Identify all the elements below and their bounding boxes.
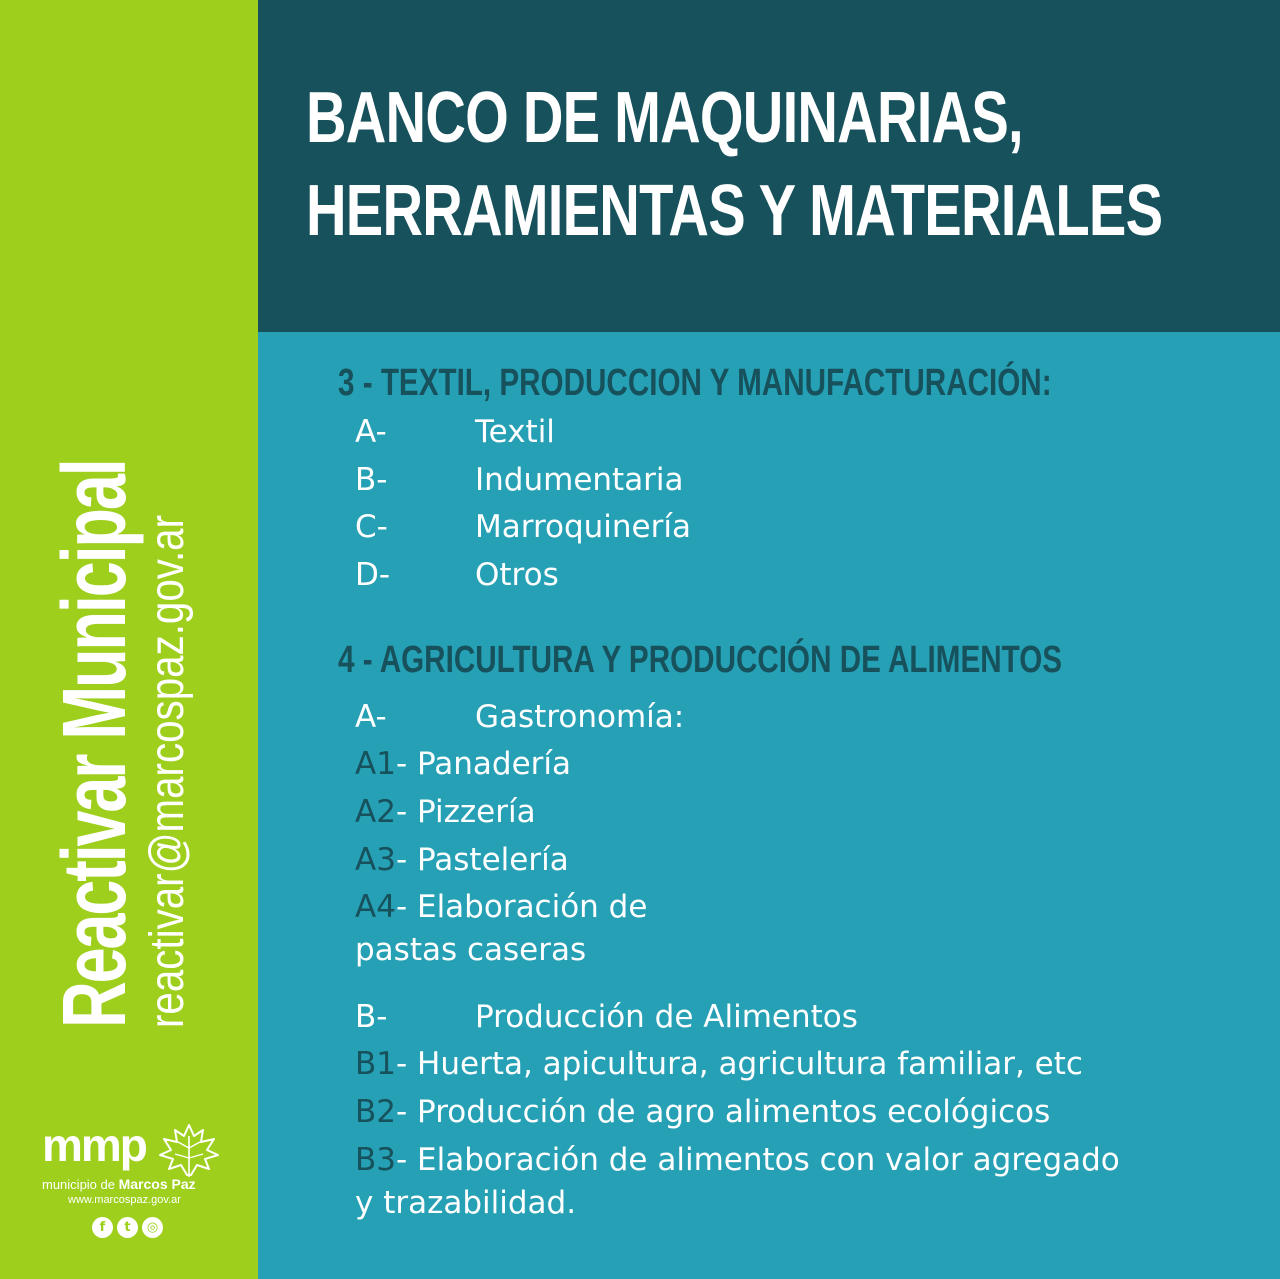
logo-mark: mmp	[42, 1119, 146, 1171]
list-item	[355, 699, 685, 735]
sub-item-code: B1	[355, 1046, 396, 1082]
header-banner	[258, 0, 1280, 332]
facebook-icon[interactable]: f	[92, 1217, 113, 1238]
item-letter: C-	[355, 509, 388, 545]
leaf-icon	[158, 1122, 220, 1178]
sub-item	[355, 1094, 1051, 1130]
sub-item	[355, 794, 536, 830]
list-item	[355, 557, 559, 593]
logo-municipio: municipio de Marcos Paz	[42, 1176, 196, 1192]
twitter-icon[interactable]: t	[117, 1217, 138, 1238]
sub-item-code: B2	[355, 1094, 396, 1130]
section-3-heading: 3 - TEXTIL, PRODUCCION Y MANUFACTURACIÓN:	[338, 362, 1052, 404]
sub-item-text: - Elaboración de	[395, 889, 648, 925]
item-label: Producción de Alimentos	[475, 999, 858, 1035]
sub-item	[355, 842, 569, 878]
vertical-brand	[45, 378, 194, 1028]
sub-item-text: - Pizzería	[395, 794, 536, 830]
sub-item	[355, 889, 648, 925]
sub-item	[355, 746, 572, 782]
item-label: Indumentaria	[475, 462, 684, 498]
item-label: Textil	[475, 414, 555, 450]
sub-item-code: A3	[355, 842, 396, 878]
logo-municipio-name: Marcos Paz	[118, 1176, 196, 1192]
sub-item-text: - Huerta, apicultura, agricultura familiar, etc	[396, 1046, 1083, 1082]
sub-item-text: - Panadería	[395, 746, 572, 782]
list-item	[355, 414, 555, 450]
list-item	[355, 509, 691, 545]
social-links	[92, 1217, 163, 1238]
sub-item-continuation: y trazabilidad.	[355, 1185, 577, 1221]
sub-item-continuation: pastas caseras	[355, 932, 587, 968]
page-title-line-2: HERRAMIENTAS Y MATERIALES	[306, 171, 1163, 251]
item-letter: B-	[355, 462, 388, 498]
sub-item	[355, 1142, 1120, 1178]
item-label: Gastronomía:	[475, 699, 685, 735]
instagram-icon[interactable]: ◎	[142, 1217, 163, 1238]
list-item	[355, 999, 858, 1035]
item-letter: D-	[355, 557, 391, 593]
sub-item-text: - Pastelería	[395, 842, 569, 878]
sub-item-code: A1	[355, 746, 396, 782]
item-letter: B-	[355, 999, 388, 1035]
list-item	[355, 462, 684, 498]
sub-item-code: A2	[355, 794, 396, 830]
section-4-heading: 4 - AGRICULTURA Y PRODUCCIÓN DE ALIMENTOS	[338, 639, 1063, 681]
sub-item	[355, 1046, 1083, 1082]
sub-item-text: - Producción de agro alimentos ecológicos	[396, 1094, 1051, 1130]
sub-item-code: A4	[355, 889, 396, 925]
logo-website[interactable]: www.marcospaz.gov.ar	[68, 1194, 181, 1206]
item-label: Marroquinería	[475, 509, 691, 545]
item-letter: A-	[355, 414, 387, 450]
item-letter: A-	[355, 699, 387, 735]
brand-email[interactable]: reactivar@marcospaz.gov.ar	[141, 514, 194, 1028]
brand-title: Reactivar Municipal	[45, 460, 145, 1028]
page-title-line-1: BANCO DE MAQUINARIAS,	[306, 78, 1023, 158]
sub-item-text: - Elaboración de alimentos con valor agregado	[396, 1142, 1120, 1178]
item-label: Otros	[475, 557, 559, 593]
sub-item-code: B3	[355, 1142, 396, 1178]
